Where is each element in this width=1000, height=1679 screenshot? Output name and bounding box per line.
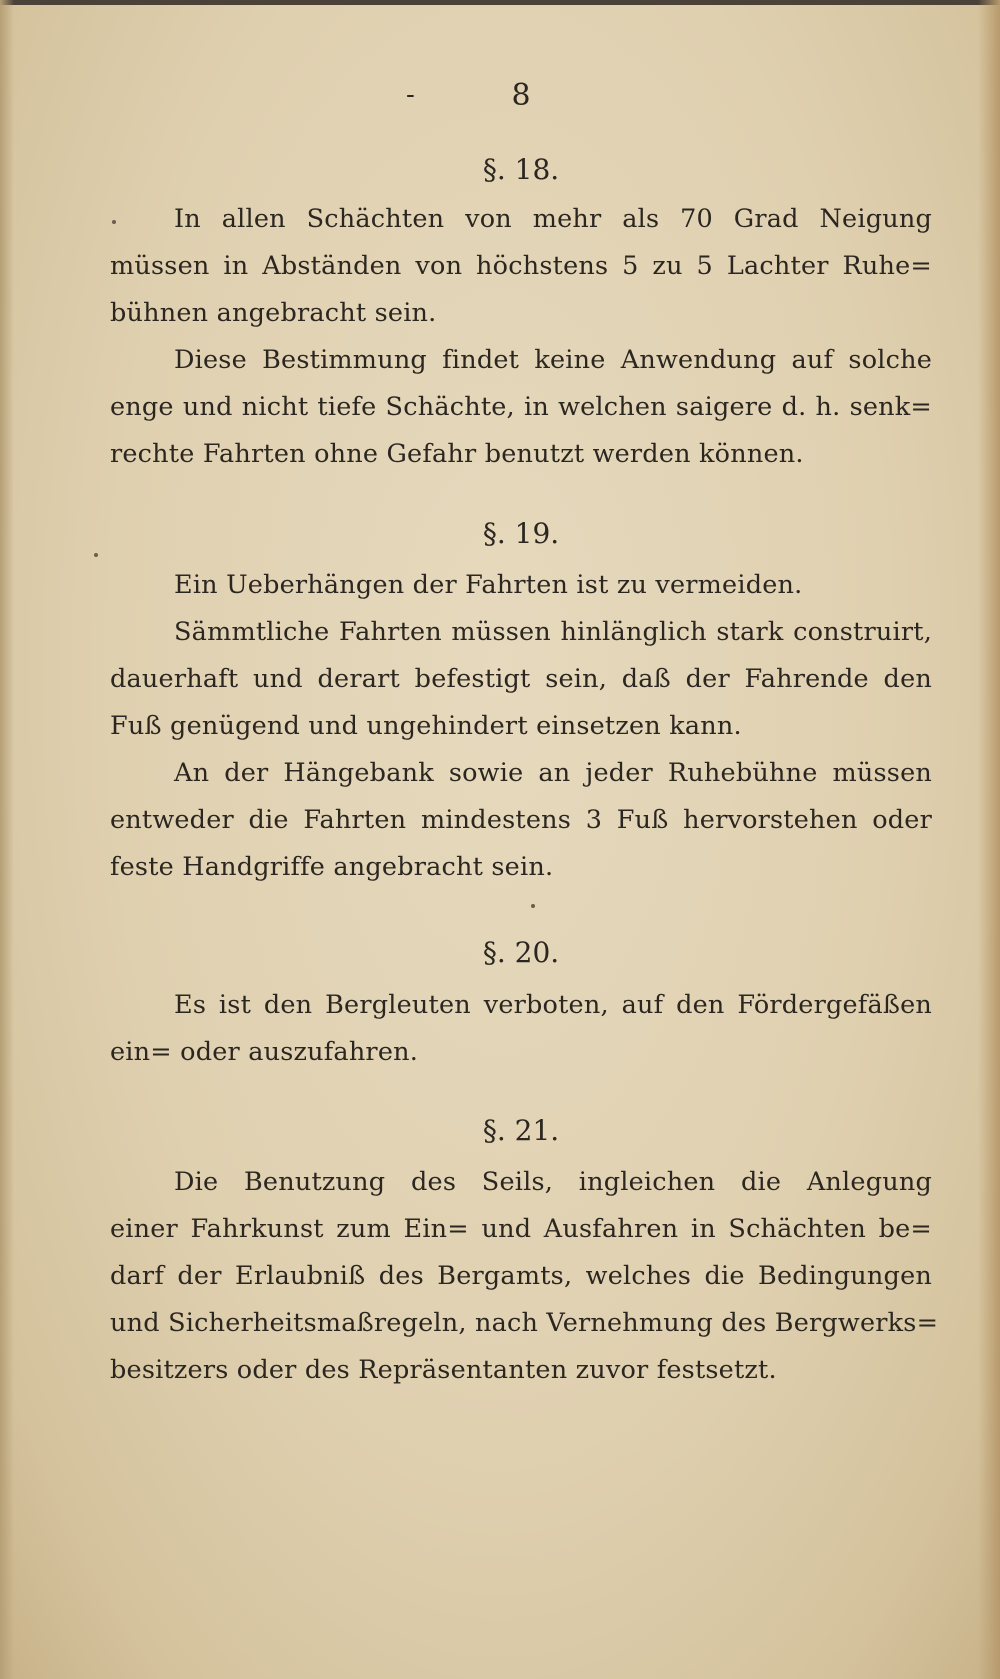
- section-heading-20: §. 20.: [482, 936, 560, 969]
- page-right-shadow: [978, 0, 1000, 1679]
- paragraph-line: einer Fahrkunst zum Ein= und Ausfahren in Schächten be=: [110, 1214, 932, 1244]
- ink-speck: [94, 553, 98, 557]
- section-heading-18: §. 18.: [482, 153, 560, 186]
- page-top-edge: [0, 0, 1000, 5]
- page-dash: -: [406, 80, 415, 110]
- paragraph-line: Fuß genügend und ungehindert einsetzen kann.: [110, 711, 742, 741]
- paragraph-line: Es ist den Bergleuten verboten, auf den Fördergefäßen: [174, 990, 932, 1020]
- paragraph-line: In allen Schächten von mehr als 70 Grad Neigung: [174, 204, 932, 234]
- paragraph-line: rechte Fahrten ohne Gefahr benutzt werden können.: [110, 439, 804, 469]
- section-heading-21: §. 21.: [482, 1114, 560, 1147]
- paragraph-line: Sämmtliche Fahrten müssen hinlänglich stark construirt,: [174, 617, 932, 647]
- paragraph-line: darf der Erlaubniß des Bergamts, welches die Bedingungen: [110, 1261, 932, 1291]
- paragraph-line: bühnen angebracht sein.: [110, 298, 437, 328]
- paragraph-line: besitzers oder des Repräsentanten zuvor festsetzt.: [110, 1355, 777, 1385]
- page-number: 8: [511, 78, 531, 113]
- paragraph-line: Ein Ueberhängen der Fahrten ist zu vermeiden.: [174, 570, 803, 600]
- paragraph-line: müssen in Abständen von höchstens 5 zu 5 Lachter Ruhe=: [110, 251, 932, 281]
- ink-speck: [531, 904, 535, 908]
- page-left-shadow: [0, 0, 14, 1679]
- paragraph-line: ein= oder auszufahren.: [110, 1037, 419, 1067]
- paragraph-line: Die Benutzung des Seils, ingleichen die Anlegung: [174, 1167, 932, 1197]
- section-heading-19: §. 19.: [482, 517, 560, 550]
- paragraph-line: Diese Bestimmung findet keine Anwendung auf solche: [174, 345, 932, 375]
- paragraph-line: entweder die Fahrten mindestens 3 Fuß hervorstehen oder: [110, 805, 932, 835]
- paragraph-line: und Sicherheitsmaßregeln, nach Vernehmung des Bergwerks=: [110, 1308, 939, 1338]
- paragraph-line: enge und nicht tiefe Schächte, in welchen saigere d. h. senk=: [110, 392, 932, 422]
- paragraph-line: dauerhaft und derart befestigt sein, daß der Fahrende den: [110, 664, 932, 694]
- paragraph-line: feste Handgriffe angebracht sein.: [110, 852, 554, 882]
- paragraph-line: An der Hängebank sowie an jeder Ruhebühne müssen: [174, 758, 932, 788]
